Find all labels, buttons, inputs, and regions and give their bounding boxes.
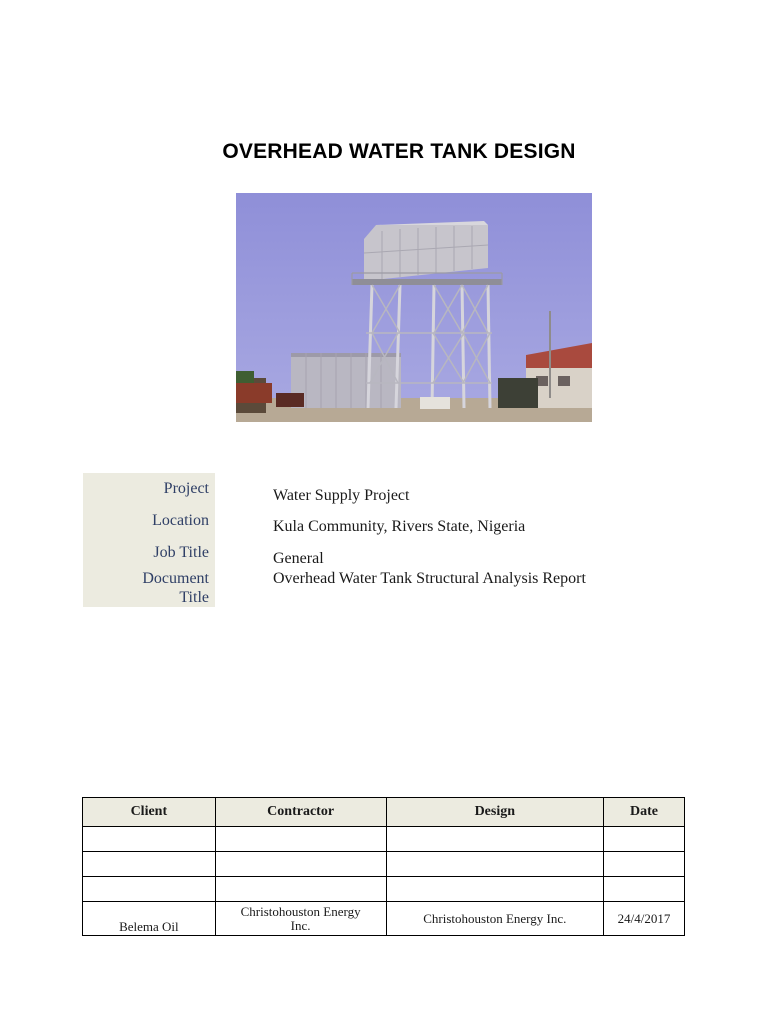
- contractor-header: Contractor: [215, 798, 386, 827]
- document-title-label-line1: Document: [142, 570, 209, 587]
- job-title-label: Job Title: [153, 544, 209, 561]
- table-row: [83, 877, 685, 902]
- client-cell: Belema Oil: [83, 902, 216, 936]
- job-title-value: General: [273, 550, 324, 567]
- document-title: OVERHEAD WATER TANK DESIGN: [222, 140, 576, 163]
- contractor-cell: Christohouston Energy Inc.: [215, 902, 386, 936]
- location-label: Location: [152, 512, 209, 529]
- document-title-label-line2: Title: [179, 589, 209, 606]
- client-header: Client: [83, 798, 216, 827]
- document-title-value: Overhead Water Tank Structural Analysis Report: [273, 570, 586, 587]
- table-row: [83, 852, 685, 877]
- water-tank-photo: [236, 193, 592, 422]
- project-value: Water Supply Project: [273, 487, 410, 504]
- location-value: Kula Community, Rivers State, Nigeria: [273, 518, 526, 535]
- project-label: Project: [163, 480, 209, 497]
- design-header: Design: [386, 798, 604, 827]
- approval-header-row: [83, 798, 685, 827]
- date-cell: 24/4/2017: [604, 902, 685, 936]
- table-row: [83, 902, 685, 936]
- design-cell: Christohouston Energy Inc.: [386, 902, 604, 936]
- approval-table: [82, 797, 685, 936]
- date-header: Date: [604, 798, 685, 827]
- table-row: [83, 827, 685, 852]
